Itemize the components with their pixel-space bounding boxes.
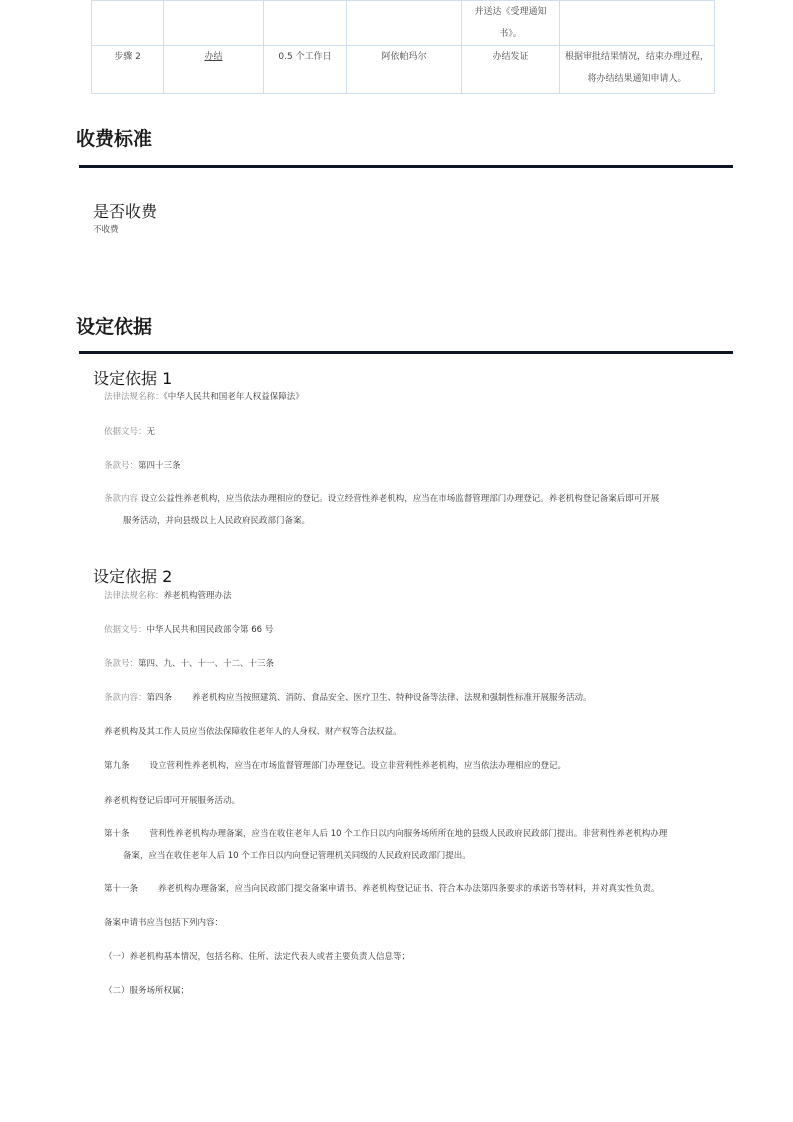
basis-2-paragraph: （一）养老机构基本情况，包括名称、住所、法定代表人或者主要负责人信息等； (104, 952, 411, 962)
basis-2-paragraph-cont: 备案，应当在收住老年人后 10 个工作日以内向登记管理机关同级的人民政府民政部门提出。 (123, 851, 471, 861)
cell-text: 根据审批结果情况，结束办理过程， (564, 52, 709, 62)
result-cell: 办结发证 (462, 46, 560, 94)
desc-cell (560, 46, 715, 94)
cell-text: 将办结结果通知申请人。 (587, 74, 687, 84)
cell-text: 书》。 (499, 29, 522, 39)
table-row (92, 46, 715, 94)
process-steps-table (91, 0, 715, 94)
basis-1-clause: 条款号：第四十三条 (104, 461, 181, 471)
basis-section-title: 设定依据 (76, 316, 153, 338)
table-cell (164, 1, 264, 46)
table-cell (462, 1, 560, 46)
table-cell (264, 1, 347, 46)
basis-2-paragraph: 第十一条 养老机构办理备案，应当向民政部门提交备案申请书、养老机构登记证书、符合本办法第四条要求的承诺书等材料，并对真实性负责。 (104, 884, 660, 894)
table-cell (560, 1, 715, 46)
link-cell (164, 46, 264, 94)
basis-1-doc: 依据文号：无 (104, 427, 156, 437)
fee-value: 不收费 (93, 225, 119, 235)
basis-1-content-cont: 服务活动，并向县级以上人民政府民政部门备案。 (123, 516, 311, 526)
basis-1-content: 条款内容 设立公益性养老机构，应当依法办理相应的登记。设立经营性养老机构，应当在市场监督管理部门办理登记。养老机构登记备案后即可开展 (104, 494, 660, 504)
table-row (92, 1, 715, 46)
basis-1-law: 法律法规名称：《中华人民共和国老年人权益保障法》 (104, 392, 304, 402)
basis-2-content: 条款内容：第四条 养老机构应当按照建筑、消防、食品安全、医疗卫生、特种设备等法律、法规和强制性标准开展服务活动。 (104, 693, 592, 703)
basis-2-paragraph: 第十条 营利性养老机构办理备案，应当在收住老年人后 10 个工作日以内向服务场所所在地的县级人民政府民政部门提出。非营利性养老机构办理 (104, 829, 668, 839)
table-cell (347, 1, 462, 46)
basis-2-paragraph: 备案申请书应当包括下列内容： (104, 918, 224, 928)
basis-2-paragraph: （二）服务场所权属； (104, 986, 190, 996)
table-cell (92, 1, 164, 46)
section-divider (79, 351, 733, 354)
fee-subtitle: 是否收费 (93, 202, 158, 221)
basis-1-title: 设定依据 1 (93, 369, 173, 388)
basis-2-paragraph: 养老机构及其工作人员应当依法保障收住老年人的人身权、财产权等合法权益。 (104, 727, 402, 737)
step-cell: 步骤 2 (92, 46, 164, 94)
basis-2-doc: 依据文号：中华人民共和国民政部令第 66 号 (104, 625, 274, 635)
cell-text: 并送达《受理通知 (474, 7, 547, 17)
person-cell: 阿依帕玛尔 (347, 46, 462, 94)
basis-2-paragraph: 养老机构登记后即可开展服务活动。 (104, 796, 241, 806)
step-name-link[interactable]: 办结 (204, 52, 223, 62)
basis-2-title: 设定依据 2 (93, 567, 173, 586)
basis-2-paragraph: 第九条 设立营利性养老机构，应当在市场监督管理部门办理登记。设立非营利性养老机构，应当依法办理相应的登记。 (104, 761, 567, 771)
fee-section-title: 收费标准 (76, 128, 153, 150)
time-cell: 0.5 个工作日 (264, 46, 347, 94)
basis-2-clause: 条款号：第四、九、十、十一、十二、十三条 (104, 659, 275, 669)
section-divider (79, 165, 733, 168)
basis-2-law: 法律法规名称：养老机构管理办法 (104, 591, 232, 601)
